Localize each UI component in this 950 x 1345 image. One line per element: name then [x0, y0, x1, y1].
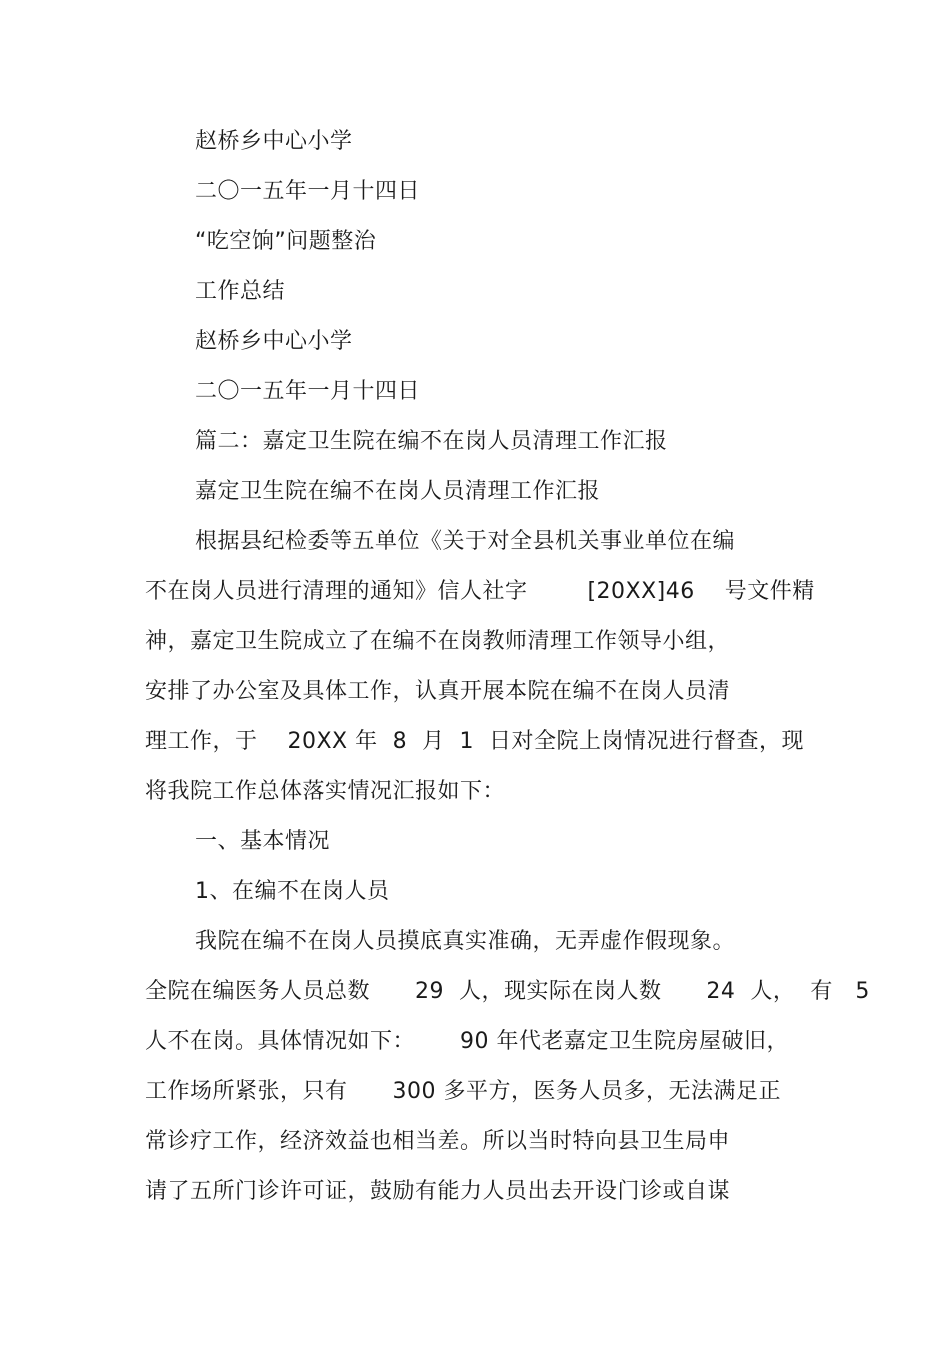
- school-name-line: 赵桥乡中心小学: [195, 129, 353, 154]
- paragraph-line: 请了五所门诊许可证，鼓励有能力人员出去开设门诊或自谋: [145, 1179, 731, 1204]
- paragraph-line: 我院在编不在岗人员摸底真实准确，无弄虚作假现象。: [195, 929, 736, 954]
- subtitle-line: 工作总结: [195, 279, 286, 304]
- paragraph-line: 全院在编医务人员总数 29 人，现实际在岗人数 24 人， 有 5: [145, 979, 870, 1004]
- report-title: 嘉定卫生院在编不在岗人员清理工作汇报: [195, 479, 601, 504]
- paragraph-line: 理工作，于 20XX 年 8 月 1 日对全院上岗情况进行督查，现: [145, 729, 805, 754]
- school-name-line: 赵桥乡中心小学: [195, 329, 353, 354]
- date-line: 二〇一五年一月十四日: [195, 179, 421, 204]
- paragraph-line: 神，嘉定卫生院成立了在编不在岗教师清理工作领导小组，: [145, 629, 731, 654]
- title-line: “吃空饷”问题整治: [195, 229, 377, 254]
- paragraph-line: 不在岗人员进行清理的通知》信人社字 [20XX]46 号文件精: [145, 579, 815, 604]
- paragraph-line: 将我院工作总体落实情况汇报如下：: [145, 779, 506, 804]
- paragraph-line: 人不在岗。具体情况如下： 90 年代老嘉定卫生院房屋破旧，: [145, 1029, 789, 1054]
- subsection-heading: 1、在编不在岗人员: [195, 879, 390, 904]
- section-heading: 篇二：嘉定卫生院在编不在岗人员清理工作汇报: [195, 429, 668, 454]
- date-line: 二〇一五年一月十四日: [195, 379, 421, 404]
- paragraph-line: 根据县纪检委等五单位《关于对全县机关事业单位在编: [195, 529, 736, 554]
- paragraph-line: 工作场所紧张，只有 300 多平方，医务人员多，无法满足正: [145, 1079, 781, 1104]
- section-heading: 一、基本情况: [195, 829, 331, 854]
- paragraph-line: 常诊疗工作，经济效益也相当差。所以当时特向县卫生局申: [145, 1129, 731, 1154]
- paragraph-line: 安排了办公室及具体工作，认真开展本院在编不在岗人员清: [145, 679, 731, 704]
